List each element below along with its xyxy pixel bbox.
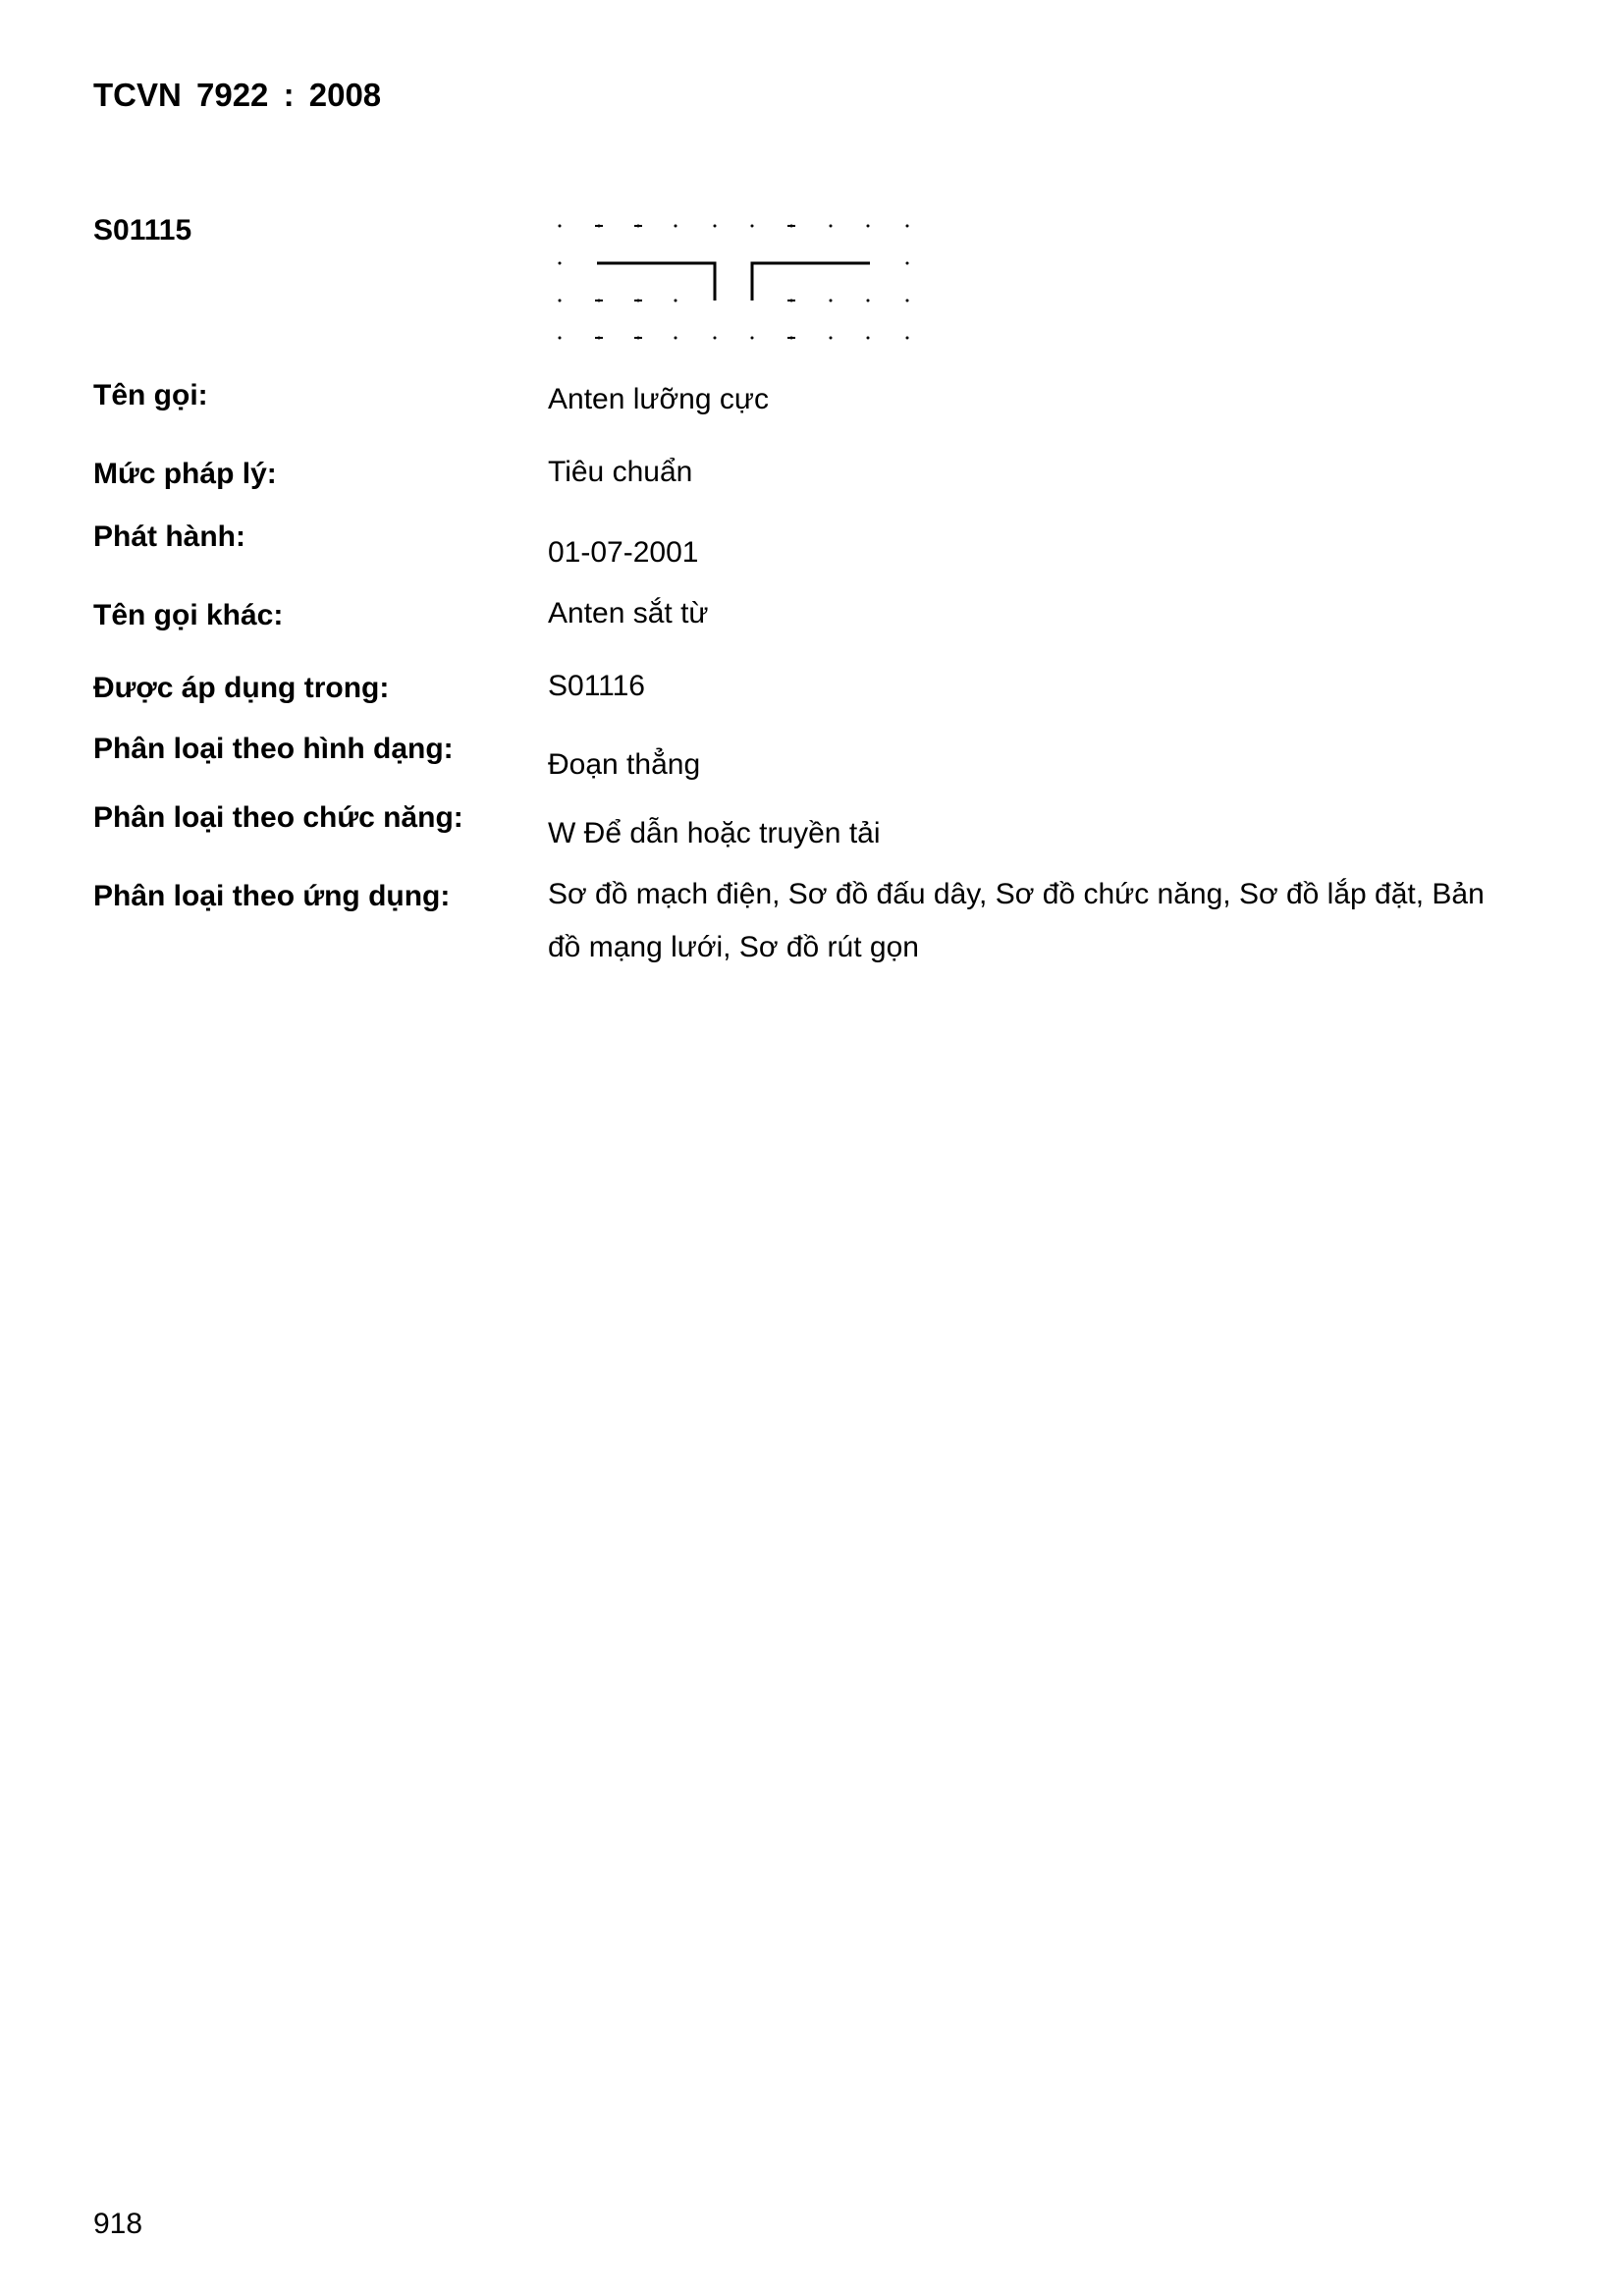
field-value: Anten sắt từ — [548, 597, 709, 629]
field-value: W Để dẫn hoặc truyền tải — [548, 817, 881, 849]
field-label: Được áp dụng trong: — [93, 672, 390, 704]
field-label: Tên gọi: — [93, 379, 208, 411]
field-value: Sơ đồ mạch điện, Sơ đồ đấu dây, Sơ đồ chức năng, Sơ đồ lắp đặt, Bản đồ mạng lưới, Sơ đồ rút gọn — [548, 878, 1485, 963]
field-label: Phân loại theo hình dạng: — [93, 733, 454, 765]
document-header: TCVN 7922 : 2008 — [93, 77, 382, 113]
field-value: S01116 — [548, 670, 645, 702]
field-label: Phân loại theo ứng dụng: — [93, 880, 451, 912]
field-label: Tên gọi khác: — [93, 599, 284, 631]
dipole-antenna-icon — [540, 206, 933, 358]
field-label: Phân loại theo chức năng: — [93, 801, 463, 834]
page-number: 918 — [93, 2208, 143, 2240]
field-label: Mức pháp lý: — [93, 458, 277, 490]
symbol-code: S01115 — [93, 214, 192, 246]
grid-dots — [559, 225, 909, 340]
field-value: Tiêu chuẩn — [548, 456, 693, 488]
field-value: Đoạn thẳng — [548, 748, 701, 781]
field-value: Anten lưỡng cực — [548, 383, 769, 415]
field-label: Phát hành: — [93, 520, 245, 553]
field-value: 01-07-2001 — [548, 536, 699, 569]
